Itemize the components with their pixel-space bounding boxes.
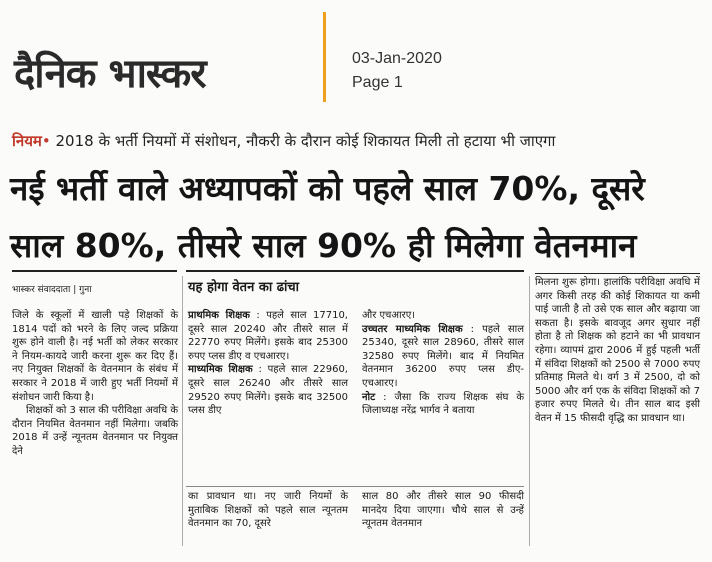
column-separator (182, 276, 183, 546)
byline: भास्कर संवाददाता | गुना (12, 285, 92, 295)
paragraph: शिक्षकों को 3 साल की परीविक्षा अवधि के दौरान नियमित वेतनमान नहीं मिलेगा। जबकि 2018 में उन्हें न्यूनतम वेतनमान पर नियुक्त देने (12, 405, 179, 457)
note-label: नोट (362, 391, 376, 403)
entry-label: उच्चतर माध्यमिक शिक्षक (362, 323, 463, 335)
entry-text: : पहले साल 25340, दूसरे साल 28960, तीसरे साल 32580 रुपए मिलेंगे। बाद में नियमित वेतनमान 36200 रुपए प्लस डीए-एचआरए। (362, 323, 524, 389)
page-number: Page 1 (352, 74, 403, 91)
salary-entry-cont: और एचआरए। (362, 310, 416, 321)
kicker-tag: नियम (12, 132, 42, 150)
entry-text: : पहले साल 17710, दूसरे साल 20240 और तीसरे साल में 22770 रुपए मिलेंगे। इसके बाद 25300 रुपए प्लस डीए व एचआरए। (188, 310, 348, 362)
salary-note (362, 391, 524, 418)
paragraph: जिले के स्कूलों में खाली पड़े शिक्षकों के 1814 पदों को भरने के लिए जल्द प्रक्रिया शुरू होने वाली है। नई भर्ती को लेकर सरकार ने नियम-कायदे जारी करना शुरू कर दिए हैं। नए नियुक्त शिक्षकों के वेतनमान के संबंध में सरकार ने 2018 में जारी हुए भर्ती नियमों में संशोधन जारी किया है। (12, 310, 178, 403)
newspaper-logo: दैनिक भास्कर (14, 51, 206, 97)
kicker-text: 2018 के भर्ती नियमों में संशोधन, नौकरी के दौरान कोई शिकायत मिली तो हटाया भी जाएगा (50, 132, 556, 150)
kicker-dot: • (41, 132, 51, 150)
entry-label: माध्यमिक शिक्षक (188, 364, 253, 376)
article-continuation-1: का प्रावधान था। नए जारी नियमों के मुताबिक शिक्षकों को पहले साल न्यूनतम वेतनमान का 70, दूसरे (188, 491, 348, 530)
edition-date: 03-Jan-2020 (352, 50, 442, 67)
entry-label: प्राथमिक शिक्षक (188, 310, 250, 321)
byline-rule (12, 270, 177, 272)
salary-box-column-1 (188, 309, 348, 418)
box-title: यह होगा वेतन का ढांचा (188, 280, 300, 295)
article-continuation-2: साल 80 और तीसरे साल 90 फीसदी मानदेय दिया जाएगा। चौथे साल से उन्हें न्यूनतम वेतनमान (362, 491, 524, 530)
masthead-divider (323, 12, 326, 102)
col4-rule (535, 273, 700, 274)
masthead (0, 0, 712, 118)
salary-entry-primary (188, 309, 348, 363)
note-text: : जैसा कि राज्य शिक्षक संघ के जिलाध्यक्ष नरेंद्र भार्गव ने बताया (362, 391, 524, 417)
headline: नई भर्ती वाले अध्यापकों को पहले साल 70%, दूसरे साल 80%, तीसरे साल 90% ही मिलेगा वेतनमान (10, 169, 645, 265)
salary-box-column-2 (362, 309, 524, 418)
article-column-4 (535, 276, 700, 426)
kicker-line (12, 131, 555, 151)
column-separator (529, 276, 530, 546)
entry-text: : पहले साल 22960, दूसरे साल 26240 और तीसरे साल 29520 रुपए मिलेंगे। इसके बाद 32500 प्लस डीए (188, 364, 348, 417)
salary-entry-middle (188, 363, 348, 417)
box-rule (186, 270, 524, 272)
box-bottom-rule (186, 486, 524, 487)
article-column-1 (12, 309, 178, 459)
paragraph: मिलना शुरू होगा। हालांकि परीविक्षा अवधि में अगर किसी तरह की कोई शिकायत या कमी पाई जाती है तो उसे एक साल और बढ़ाया जा सकता है। इसके बावजूद अगर सुधार नहीं होता है तो शिक्षक को हटाने का भी प्रावधान रहेगा। व्यापमं द्वारा 2006 में हुई पहली भर्ती में संविदा शिक्षकों को 2500 से 7000 रुपए प्रतिमाह मिलते थे। वर्ग 3 में 2500, दो को 5000 और वर्ग एक के संविदा शिक्षकों को 7 हजार रुपए मिलते थे। तीन साल बाद इसी वेतन में 15 फीसदी वृद्धि का प्रावधान था। (535, 277, 700, 424)
salary-entry-higher-secondary (362, 323, 524, 391)
